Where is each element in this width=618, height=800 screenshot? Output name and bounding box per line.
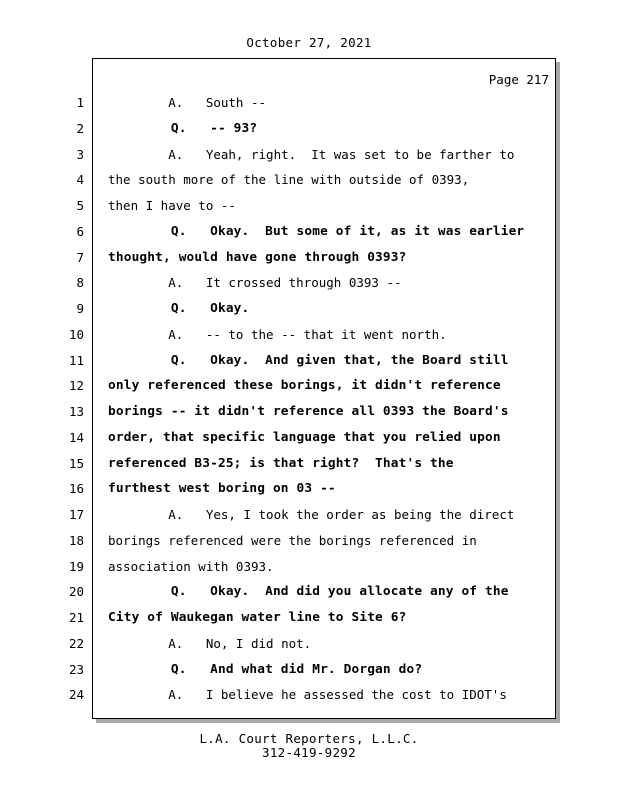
transcript-line xyxy=(0,147,618,171)
line-text: A. Yeah, right. It was set to be farther to xyxy=(108,146,515,162)
line-text: then I have to -- xyxy=(108,198,236,213)
transcript-line xyxy=(0,636,618,660)
line-number: 11 xyxy=(68,352,84,368)
line-text: Q. Okay. But some of it, as it was earlier xyxy=(108,223,525,239)
line-number: 19 xyxy=(68,558,84,574)
line-number: 16 xyxy=(68,481,84,497)
line-number: 5 xyxy=(76,198,84,213)
transcript-line xyxy=(0,559,618,583)
transcript-line xyxy=(0,687,618,711)
transcript-line xyxy=(0,275,618,299)
header-date: October 27, 2021 xyxy=(246,35,372,50)
transcript-line xyxy=(0,172,618,196)
line-number: 10 xyxy=(68,326,84,342)
transcript-line xyxy=(0,224,618,248)
line-text: A. No, I did not. xyxy=(108,635,312,651)
line-number: 7 xyxy=(76,249,84,265)
transcript-line xyxy=(0,95,618,119)
transcript-line xyxy=(0,250,618,274)
line-text: City of Waukegan water line to Site 6? xyxy=(108,610,407,625)
transcript-line xyxy=(0,662,618,686)
transcript-line xyxy=(0,404,618,428)
footer-phone: 312-419-9292 xyxy=(262,745,356,760)
line-text: association with 0393. xyxy=(108,558,274,574)
line-text: A. South -- xyxy=(108,95,267,110)
transcript-line xyxy=(0,121,618,145)
footer xyxy=(0,732,618,760)
line-text: Q. -- 93? xyxy=(108,120,258,136)
transcript-line xyxy=(0,198,618,222)
transcript-line xyxy=(0,533,618,557)
line-text: the south more of the line with outside of 0393, xyxy=(108,172,470,188)
line-text: only referenced these borings, it didn't reference xyxy=(108,378,501,394)
line-number: 8 xyxy=(76,275,84,291)
line-text: Q. And what did Mr. Dorgan do? xyxy=(108,661,423,677)
line-text: referenced B3-25; is that right? That's the xyxy=(108,455,454,471)
line-text: Q. Okay. xyxy=(108,301,250,316)
line-text: order, that specific language that you relied upon xyxy=(108,429,501,445)
transcript-line xyxy=(0,507,618,531)
line-text: A. It crossed through 0393 -- xyxy=(108,275,402,291)
page-number: Page 217 xyxy=(488,72,549,87)
line-number: 17 xyxy=(68,507,84,522)
line-text: furthest west boring on 03 -- xyxy=(108,481,336,497)
line-text: A. -- to the -- that it went north. xyxy=(108,326,447,342)
line-number: 9 xyxy=(76,301,84,316)
line-number: 18 xyxy=(68,532,84,548)
line-number: 21 xyxy=(68,610,84,625)
line-number: 23 xyxy=(68,661,84,677)
line-text: Q. Okay. And given that, the Board still xyxy=(108,352,509,368)
line-number: 3 xyxy=(76,146,84,162)
transcript-line xyxy=(0,327,618,351)
transcript-line xyxy=(0,456,618,480)
line-number: 24 xyxy=(68,687,84,703)
line-number: 14 xyxy=(68,429,84,445)
line-text: borings referenced were the borings referenced in xyxy=(108,532,477,548)
line-text: thought, would have gone through 0393? xyxy=(108,249,407,265)
transcript-line xyxy=(0,353,618,377)
line-text: Q. Okay. And did you allocate any of the xyxy=(108,584,509,600)
transcript-line xyxy=(0,584,618,608)
line-text: borings -- it didn't reference all 0393 the Board's xyxy=(108,404,509,419)
line-number: 22 xyxy=(68,635,84,651)
line-number: 4 xyxy=(76,172,84,188)
transcript-line xyxy=(0,610,618,634)
transcript-line xyxy=(0,301,618,325)
line-number: 6 xyxy=(76,223,84,239)
transcript-line xyxy=(0,430,618,454)
line-number: 2 xyxy=(76,120,84,136)
line-text: A. I believe he assessed the cost to IDOT's xyxy=(108,687,507,703)
transcript-line xyxy=(0,378,618,402)
line-number: 15 xyxy=(68,455,84,471)
line-number: 1 xyxy=(76,95,84,110)
line-number: 20 xyxy=(68,584,84,600)
transcript-line xyxy=(0,481,618,505)
line-text: A. Yes, I took the order as being the direct xyxy=(108,507,515,522)
line-number: 12 xyxy=(68,378,84,394)
line-number: 13 xyxy=(68,404,84,419)
footer-company: L.A. Court Reporters, L.L.C. xyxy=(199,731,419,746)
